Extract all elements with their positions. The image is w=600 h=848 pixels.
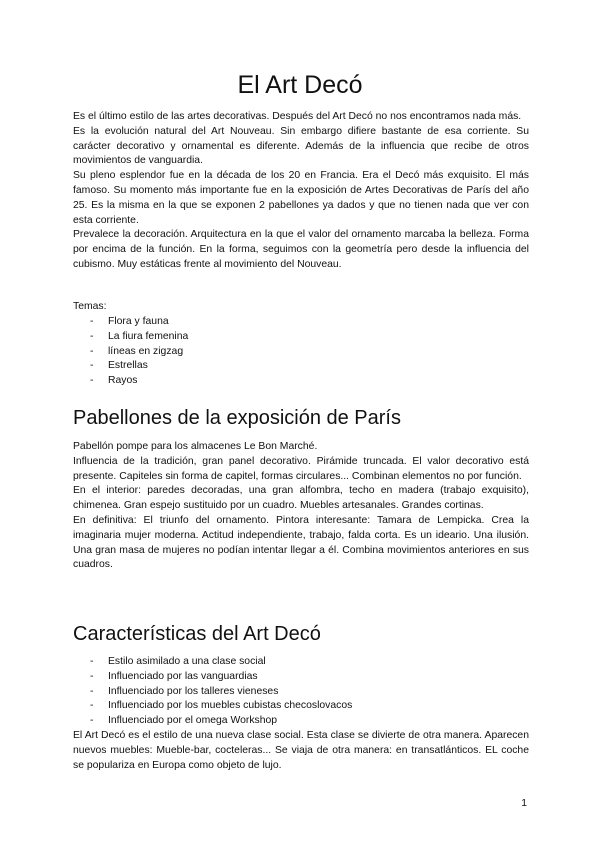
list-item: - líneas en zigzag	[90, 345, 188, 360]
list-item: - Flora y fauna	[90, 315, 188, 330]
caracteristicas-text	[73, 729, 529, 773]
section-heading-pabellones: Pabellones de la exposición de París	[73, 407, 401, 429]
bullet-dash: -	[90, 375, 94, 387]
intro-paragraph: Es la evolución natural del Art Nouveau. Sin embargo difiere bastante de esa corriente. Su carácter decorativo y ornamental es diferente. Además de la influencia que recibe de otros movimientos de vanguardia.	[73, 125, 529, 167]
page-title: El Art Decó	[237, 71, 363, 99]
caracteristicas-paragraph: El Art Decó es el estilo de una nueva clase social. Esta clase se divierte de otra manera. Aparecen nuevos muebles: Mueble-bar, cocteleras... Se viaja de otra manera: en transatlánticos. EL coche se populariza en Europa como objeto de lujo.	[73, 730, 529, 771]
pabellones-paragraph: Pabellón pompe para los almacenes Le Bon Marché.	[73, 441, 318, 452]
intro-paragraph: Su pleno esplendor fue en la década de los 20 en Francia. Era el Decó más exquisito. El más famoso. Su momento más importante fue en la exposición de Artes Decorativas de París del año 25. Es la misma en la que se exponen 2 pabellones ya dados y que no tienen nada que ver con esta corriente.	[73, 170, 529, 226]
bullet-dash: -	[90, 715, 94, 727]
list-item: - Influenciado por el omega Workshop	[90, 714, 352, 729]
intro-paragraph: Prevalece la decoración. Arquitectura en la que el valor del ornamento marcaba la belleza. Forma por encima de la función. En la forma, seguimos con la geometría pero desde la influencia del cubismo. Muy estáticas frente al movimiento del Nouveau.	[73, 229, 529, 270]
temas-list	[90, 315, 188, 389]
pabellones-text	[73, 440, 529, 573]
page-number: 1	[521, 798, 527, 809]
bullet-dash: -	[90, 685, 94, 697]
temas-label: Temas:	[73, 301, 107, 312]
list-item: - La fiura femenina	[90, 330, 188, 345]
bullet-dash: -	[90, 330, 94, 342]
list-item: - Influenciado por los muebles cubistas checoslovacos	[90, 699, 352, 714]
bullet-dash: -	[90, 670, 94, 682]
intro-paragraph: Es el último estilo de las artes decorativas. Después del Art Decó no nos encontramos nada más.	[73, 111, 522, 122]
bullet-dash: -	[90, 656, 94, 667]
pabellones-paragraph: En el interior: paredes decoradas, una gran alfombra, techo en madera (trabajo exquisito), chimenea. Gran espejo sustituido por un cuadro. Muebles artesanales. Grandes cortinas.	[73, 485, 529, 512]
list-item: - Rayos	[90, 374, 188, 389]
caracteristicas-list	[90, 655, 352, 729]
intro-text	[73, 110, 529, 273]
bullet-dash: -	[90, 345, 94, 357]
list-item: - Estrellas	[90, 359, 188, 374]
bullet-dash: -	[90, 360, 94, 372]
list-item: - Influenciado por las vanguardias	[90, 670, 352, 685]
pabellones-paragraph: En definitiva: El triunfo del ornamento. Pintora interesante: Tamara de Lempicka. Crea la imaginaria mujer moderna. Actitud independiente, trabajo, falda corta. Es un ideario. Una ilusión. Una gran masa de mujeres no podían intentar llegar a él. Combina movimientos anteriores en sus cuadros.	[73, 514, 529, 571]
bullet-dash: -	[90, 316, 94, 327]
pabellones-paragraph: Influencia de la tradición, gran panel decorativo. Pirámide truncada. El valor decorativo está presente. Capiteles sin forma de capitel, formas circulares... Combinan elementos no por función.	[73, 455, 529, 482]
bullet-dash: -	[90, 700, 94, 712]
list-item: - Influenciado por los talleres vieneses	[90, 685, 352, 700]
list-item: - Estilo asimilado a una clase social	[90, 655, 352, 670]
section-heading-caracteristicas: Características del Art Decó	[73, 623, 321, 645]
